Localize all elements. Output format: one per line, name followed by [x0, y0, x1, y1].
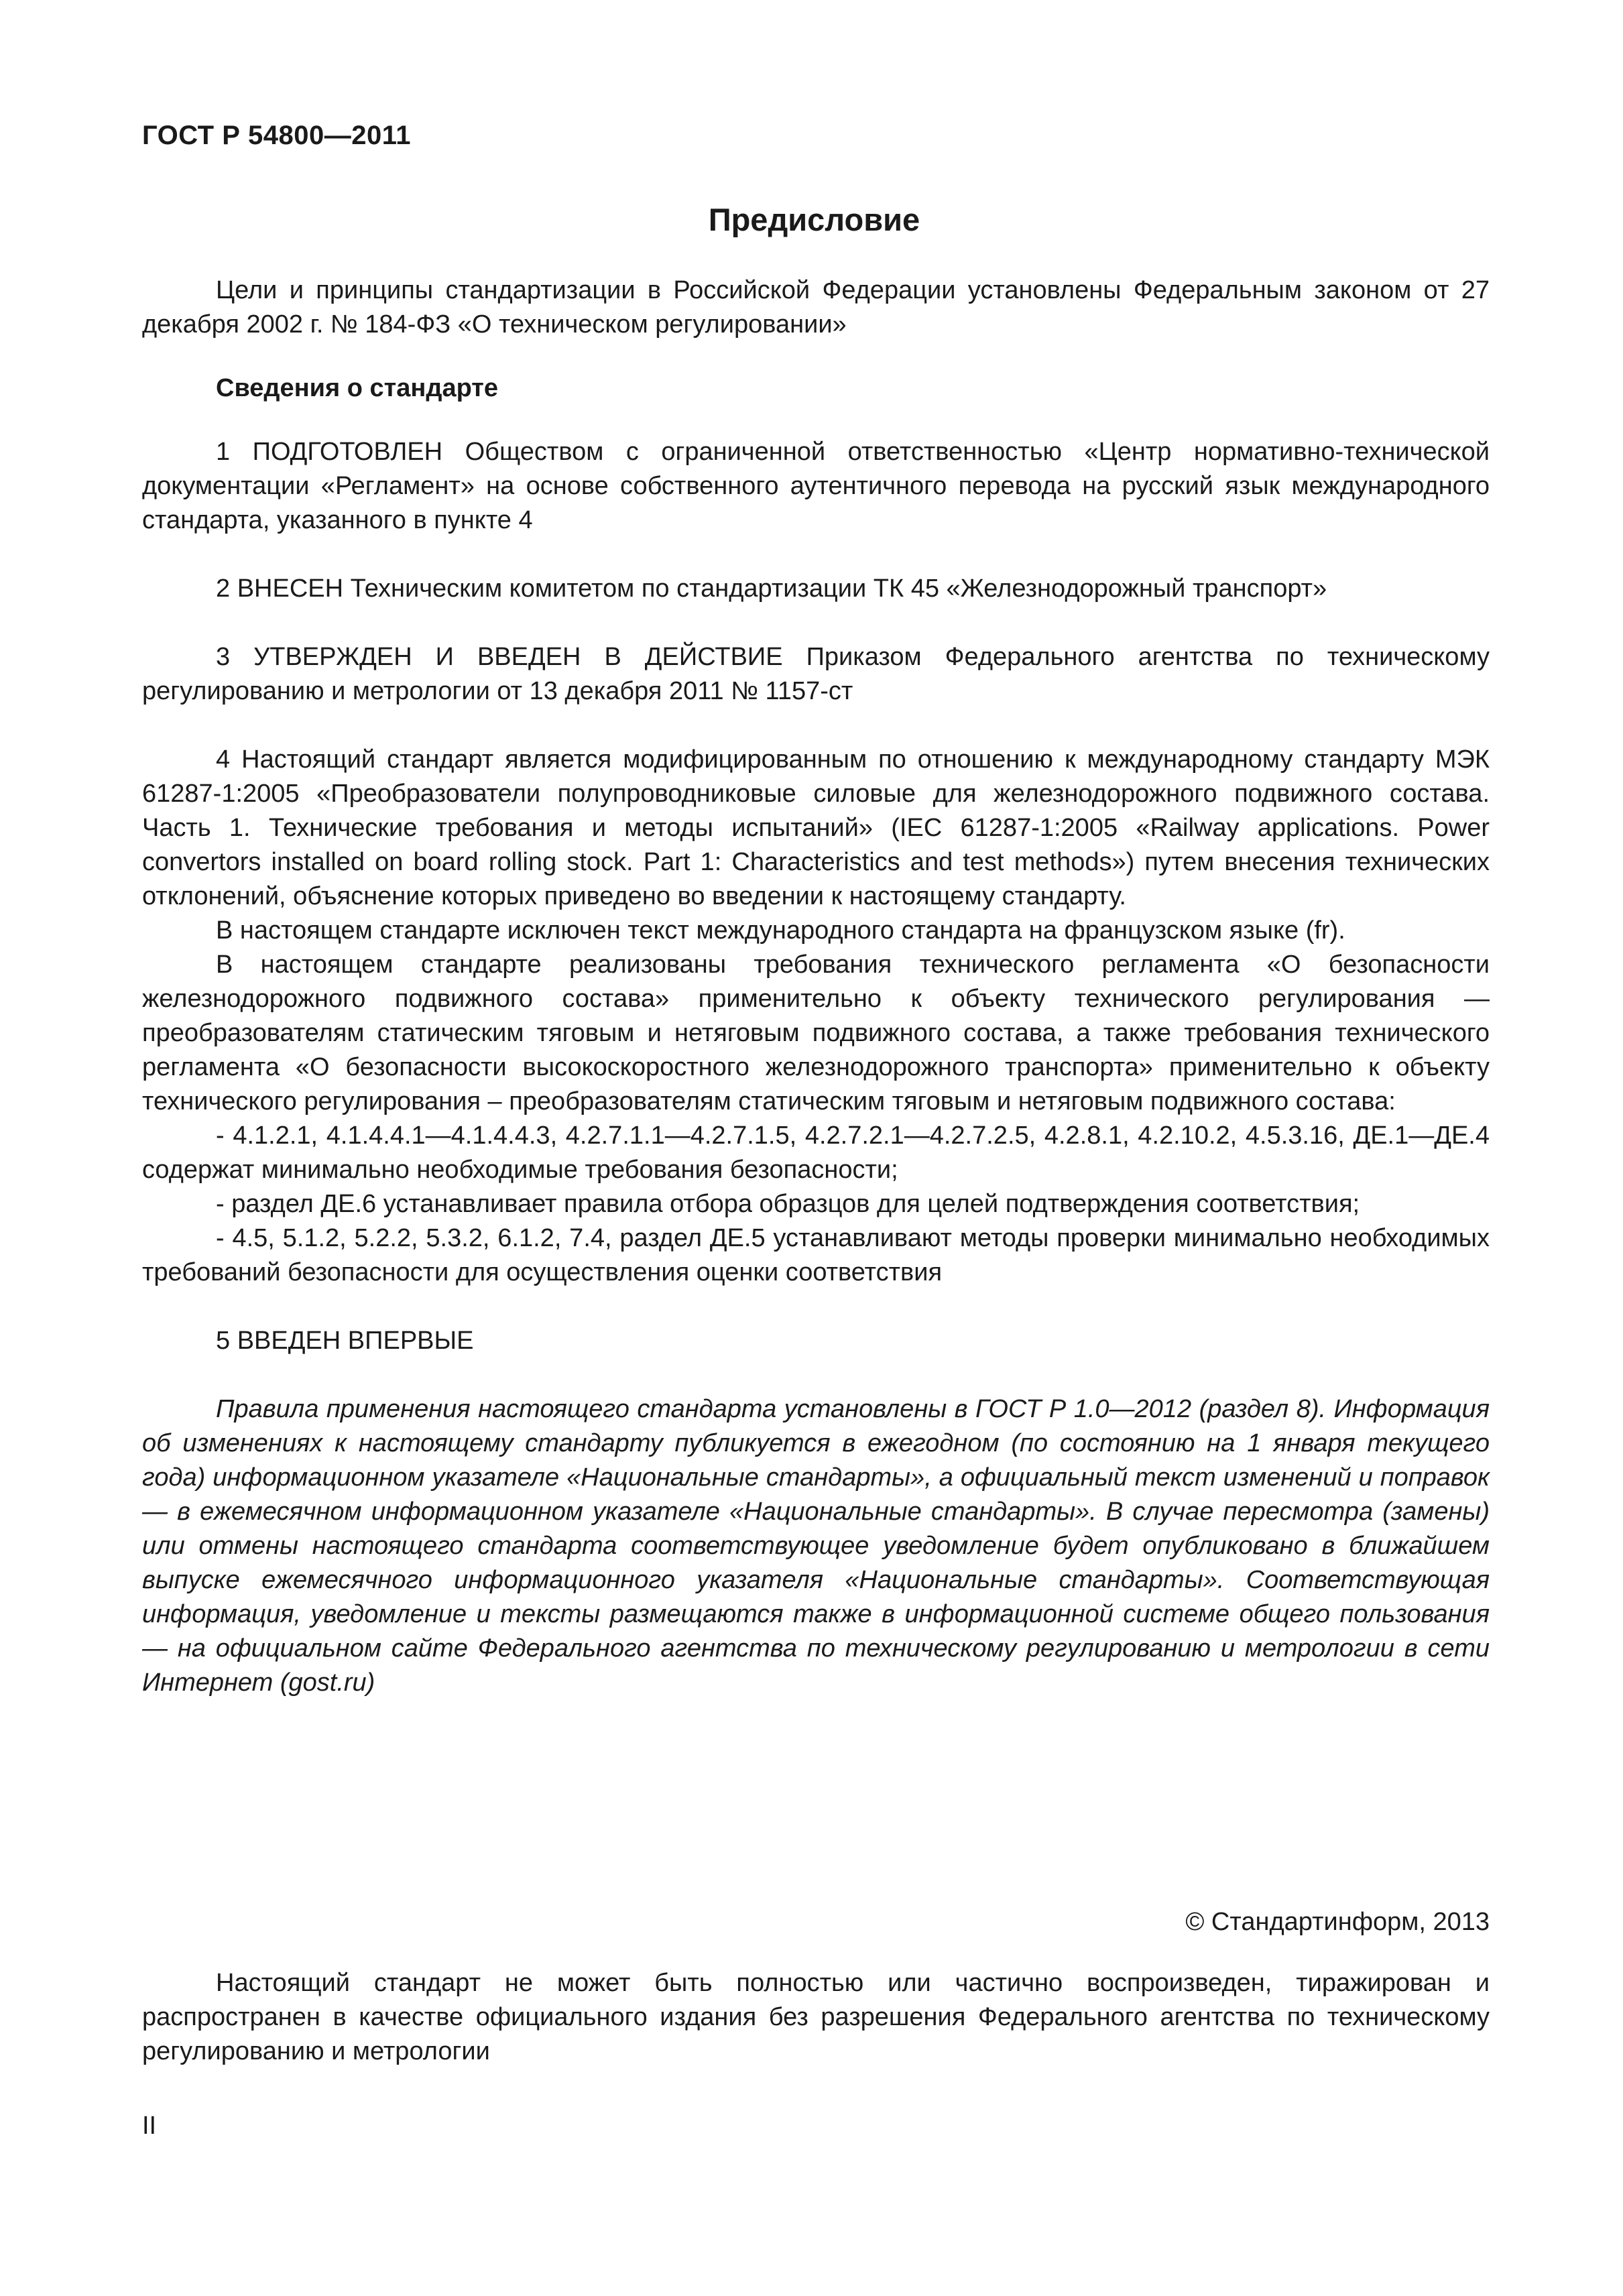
paragraph-item-4: 4 Настоящий стандарт является модифицированным по отношению к международному стандарту МЭК 61287-1:2005 «Преобразователи полупроводниковые силовые для железнодорожного подвижного состава. Часть 1. Технические требования и методы испытаний» (IEC 61287-1:2005 «Railway applications. Power convertors installed on board rolling stock. Part 1: Characteristics and test methods») путем внесения технических отклонений, объяснение которых приведено во введении к настоящему стандарту.: [142, 745, 1490, 910]
copyright-line: © Стандартинформ, 2013: [1185, 1908, 1490, 1936]
page-number: II: [142, 2112, 157, 2140]
page-title: Предисловие: [708, 202, 920, 237]
list-item-safety-requirements: - 4.1.2.1, 4.1.4.4.1—4.1.4.4.3, 4.2.7.1.1—4.2.7.1.5, 4.2.7.2.1—4.2.7.2.5, 4.2.8.1, 4.2.10.2, 4.5.3.16, ДЕ.1—ДЕ.4 содержат минимально необходимые требования безопасности;: [142, 1122, 1490, 1184]
paragraph-intro: Цели и принципы стандартизации в Российской Федерации установлены Федеральным законом от 27 декабря 2002 г. № 184-ФЗ «О техническом регулировании»: [142, 276, 1490, 339]
reproduction-notice-text: Настоящий стандарт не может быть полностью или частично воспроизведен, тиражирован и распространен в качестве официального издания без разрешения Федерального агентства по техническому регулированию и метрологии: [142, 1969, 1490, 2065]
paragraph-item-5: 5 ВВЕДЕН ВПЕРВЫЕ: [216, 1327, 474, 1355]
paragraph-item-4-french: В настоящем стандарте исключен текст международного стандарта на французском языке (fr).: [216, 916, 1345, 945]
list-item-sampling-rules: - раздел ДЕ.6 устанавливает правила отбора образцов для целей подтверждения соответствия;: [216, 1190, 1360, 1218]
list-item-verification-methods: - 4.5, 5.1.2, 5.2.2, 5.3.2, 6.1.2, 7.4, раздел ДЕ.5 устанавливают методы проверки минимально необходимых требований безопасности для осуществления оценки соответствия: [142, 1224, 1490, 1286]
reproduction-notice: [142, 1966, 1490, 2069]
standard-header: ГОСТ Р 54800—2011: [142, 121, 411, 150]
paragraph-application-rules: Правила применения настоящего стандарта установлены в ГОСТ Р 1.0—2012 (раздел 8). Информация об изменениях к настоящему стандарту публикуется в ежегодном (по состоянию на 1 января текущего года) информационном указателе «Национальные стандарты», а официальный текст изменений и поправок — в ежемесячном информационном указателе «Национальные стандарты». В случае пересмотра (замены) или отмены настоящего стандарта соответствующее уведомление будет опубликовано в ближайшем выпуске ежемесячного информационного указателя «Национальные стандарты». Соответствующая информация, уведомление и тексты размещаются также в информационной системе общего пользования — на официальном сайте Федерального агентства по техническому регулированию и метрологии в сети Интернет (gost.ru): [142, 1395, 1490, 1697]
foreword-body: [142, 274, 1490, 1700]
section-subheading: Сведения о стандарте: [216, 374, 499, 402]
paragraph-item-4-regulations: В настоящем стандарте реализованы требования технического регламента «О безопасности железнодорожного подвижного состава» применительно к объекту технического регулирования — преобразователям статическим тяговым и нетяговым подвижного состава, а также требования технического регламента «О безопасности высокоскоростного железнодорожного транспорта» применительно к объекту технического регулирования – преобразователям статическим тяговым и нетяговым подвижного состава:: [142, 951, 1490, 1115]
paragraph-item-2: 2 ВНЕСЕН Техническим комитетом по стандартизации ТК 45 «Железнодорожный транспорт»: [216, 575, 1327, 603]
paragraph-item-1: 1 ПОДГОТОВЛЕН Обществом с ограниченной ответственностью «Центр нормативно-технической документации «Регламент» на основе собственного аутентичного перевода на русский язык международного стандарта, указанного в пункте 4: [142, 438, 1490, 534]
paragraph-item-3: 3 УТВЕРЖДЕН И ВВЕДЕН В ДЕЙСТВИЕ Приказом Федерального агентства по техническому регулированию и метрологии от 13 декабря 2011 № 1157-ст: [142, 643, 1490, 705]
